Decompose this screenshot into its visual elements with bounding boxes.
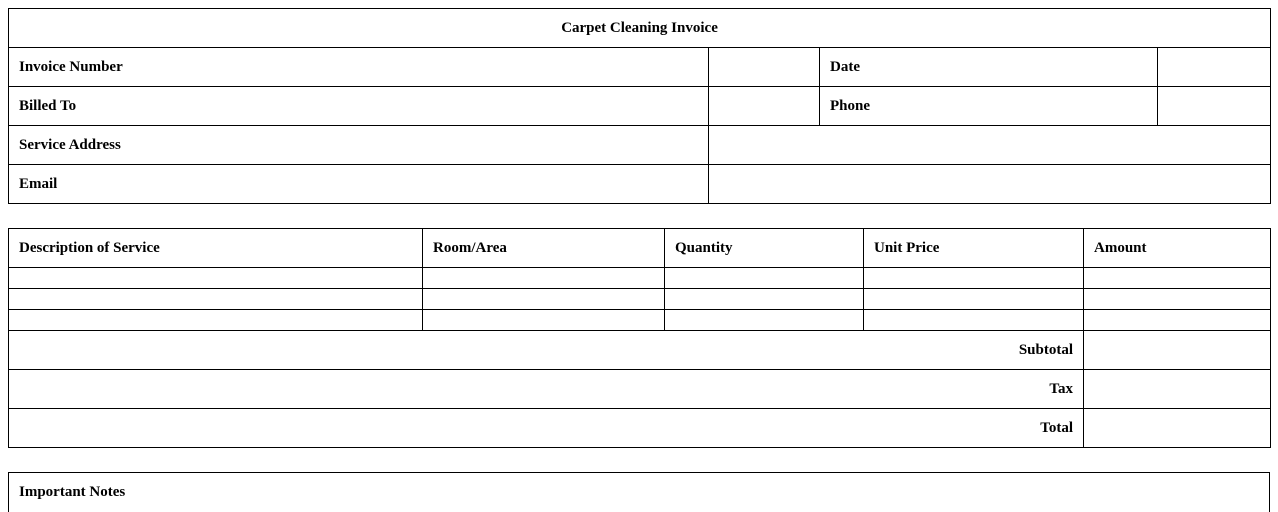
notes-row bbox=[9, 473, 1270, 512]
amount-cell[interactable] bbox=[1084, 310, 1271, 331]
subtotal-value[interactable] bbox=[1084, 331, 1271, 370]
room-area-cell[interactable] bbox=[423, 310, 665, 331]
invoice-header-table bbox=[8, 8, 1271, 204]
total-value[interactable] bbox=[1084, 409, 1271, 448]
phone-label: Phone bbox=[820, 87, 1158, 126]
service-address-row bbox=[9, 126, 1271, 165]
email-value[interactable] bbox=[709, 165, 1271, 204]
subtotal-label: Subtotal bbox=[9, 331, 1084, 370]
email-row bbox=[9, 165, 1271, 204]
column-header-amount: Amount bbox=[1084, 229, 1271, 268]
table-row bbox=[9, 310, 1271, 331]
tax-value[interactable] bbox=[1084, 370, 1271, 409]
tax-label: Tax bbox=[9, 370, 1084, 409]
invoice-number-value[interactable] bbox=[709, 48, 820, 87]
column-header-description: Description of Service bbox=[9, 229, 423, 268]
email-label: Email bbox=[9, 165, 709, 204]
important-notes-label: Important Notes bbox=[9, 473, 1270, 512]
items-header-row bbox=[9, 229, 1271, 268]
phone-value[interactable] bbox=[1158, 87, 1271, 126]
billed-to-value[interactable] bbox=[709, 87, 820, 126]
amount-cell[interactable] bbox=[1084, 268, 1271, 289]
column-header-unit-price: Unit Price bbox=[864, 229, 1084, 268]
table-row bbox=[9, 268, 1271, 289]
unit-price-cell[interactable] bbox=[864, 289, 1084, 310]
room-area-cell[interactable] bbox=[423, 289, 665, 310]
total-label: Total bbox=[9, 409, 1084, 448]
service-address-value[interactable] bbox=[709, 126, 1271, 165]
room-area-cell[interactable] bbox=[423, 268, 665, 289]
amount-cell[interactable] bbox=[1084, 289, 1271, 310]
invoice-number-label: Invoice Number bbox=[9, 48, 709, 87]
unit-price-cell[interactable] bbox=[864, 310, 1084, 331]
quantity-cell[interactable] bbox=[665, 310, 864, 331]
description-cell[interactable] bbox=[9, 289, 423, 310]
invoice-number-row bbox=[9, 48, 1271, 87]
notes-table bbox=[8, 472, 1270, 512]
description-cell[interactable] bbox=[9, 268, 423, 289]
column-header-quantity: Quantity bbox=[665, 229, 864, 268]
service-items-table bbox=[8, 228, 1271, 448]
subtotal-row bbox=[9, 331, 1271, 370]
quantity-cell[interactable] bbox=[665, 289, 864, 310]
title-row bbox=[9, 9, 1271, 48]
column-header-room-area: Room/Area bbox=[423, 229, 665, 268]
tax-row bbox=[9, 370, 1271, 409]
total-row bbox=[9, 409, 1271, 448]
date-label: Date bbox=[820, 48, 1158, 87]
quantity-cell[interactable] bbox=[665, 268, 864, 289]
invoice-title: Carpet Cleaning Invoice bbox=[9, 9, 1271, 48]
billed-to-row bbox=[9, 87, 1271, 126]
table-row bbox=[9, 289, 1271, 310]
billed-to-label: Billed To bbox=[9, 87, 709, 126]
unit-price-cell[interactable] bbox=[864, 268, 1084, 289]
description-cell[interactable] bbox=[9, 310, 423, 331]
date-value[interactable] bbox=[1158, 48, 1271, 87]
service-address-label: Service Address bbox=[9, 126, 709, 165]
